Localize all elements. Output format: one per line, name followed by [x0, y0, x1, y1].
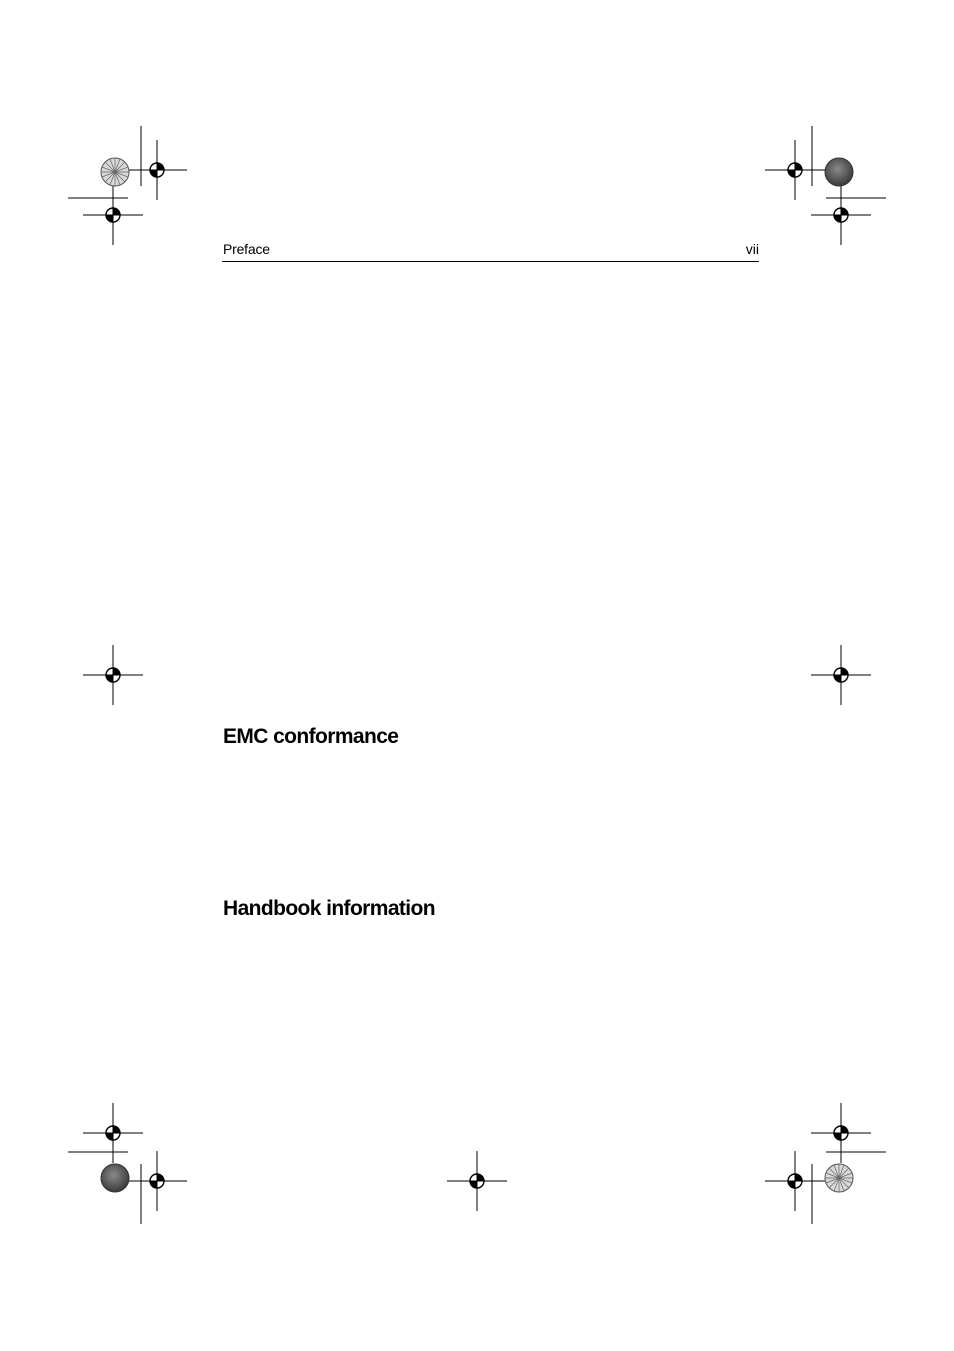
header-title: Preface — [223, 241, 270, 257]
registration-mark-icon — [811, 645, 871, 705]
page-number: vii — [745, 241, 759, 257]
registration-mark-icon — [811, 1103, 871, 1163]
registration-mark-icon — [83, 185, 143, 245]
registration-target-light-icon — [825, 1164, 853, 1192]
registration-mark-icon — [765, 140, 825, 200]
registration-mark-icon — [83, 1103, 143, 1163]
registration-target-light-icon — [101, 158, 129, 186]
crop-lines — [68, 126, 886, 1224]
registration-mark-icon — [127, 1151, 187, 1211]
section-heading-handbook-information: Handbook information — [223, 897, 435, 920]
registration-mark-icon — [83, 645, 143, 705]
registration-mark-icon — [127, 140, 187, 200]
registration-mark-icon — [811, 185, 871, 245]
section-heading-emc-conformance: EMC conformance — [223, 725, 399, 748]
registration-mark-icon — [447, 1151, 507, 1211]
running-header — [222, 238, 759, 262]
registration-target-dark-icon — [101, 1164, 129, 1192]
registration-mark-icon — [765, 1151, 825, 1211]
registration-target-dark-icon — [825, 158, 853, 186]
